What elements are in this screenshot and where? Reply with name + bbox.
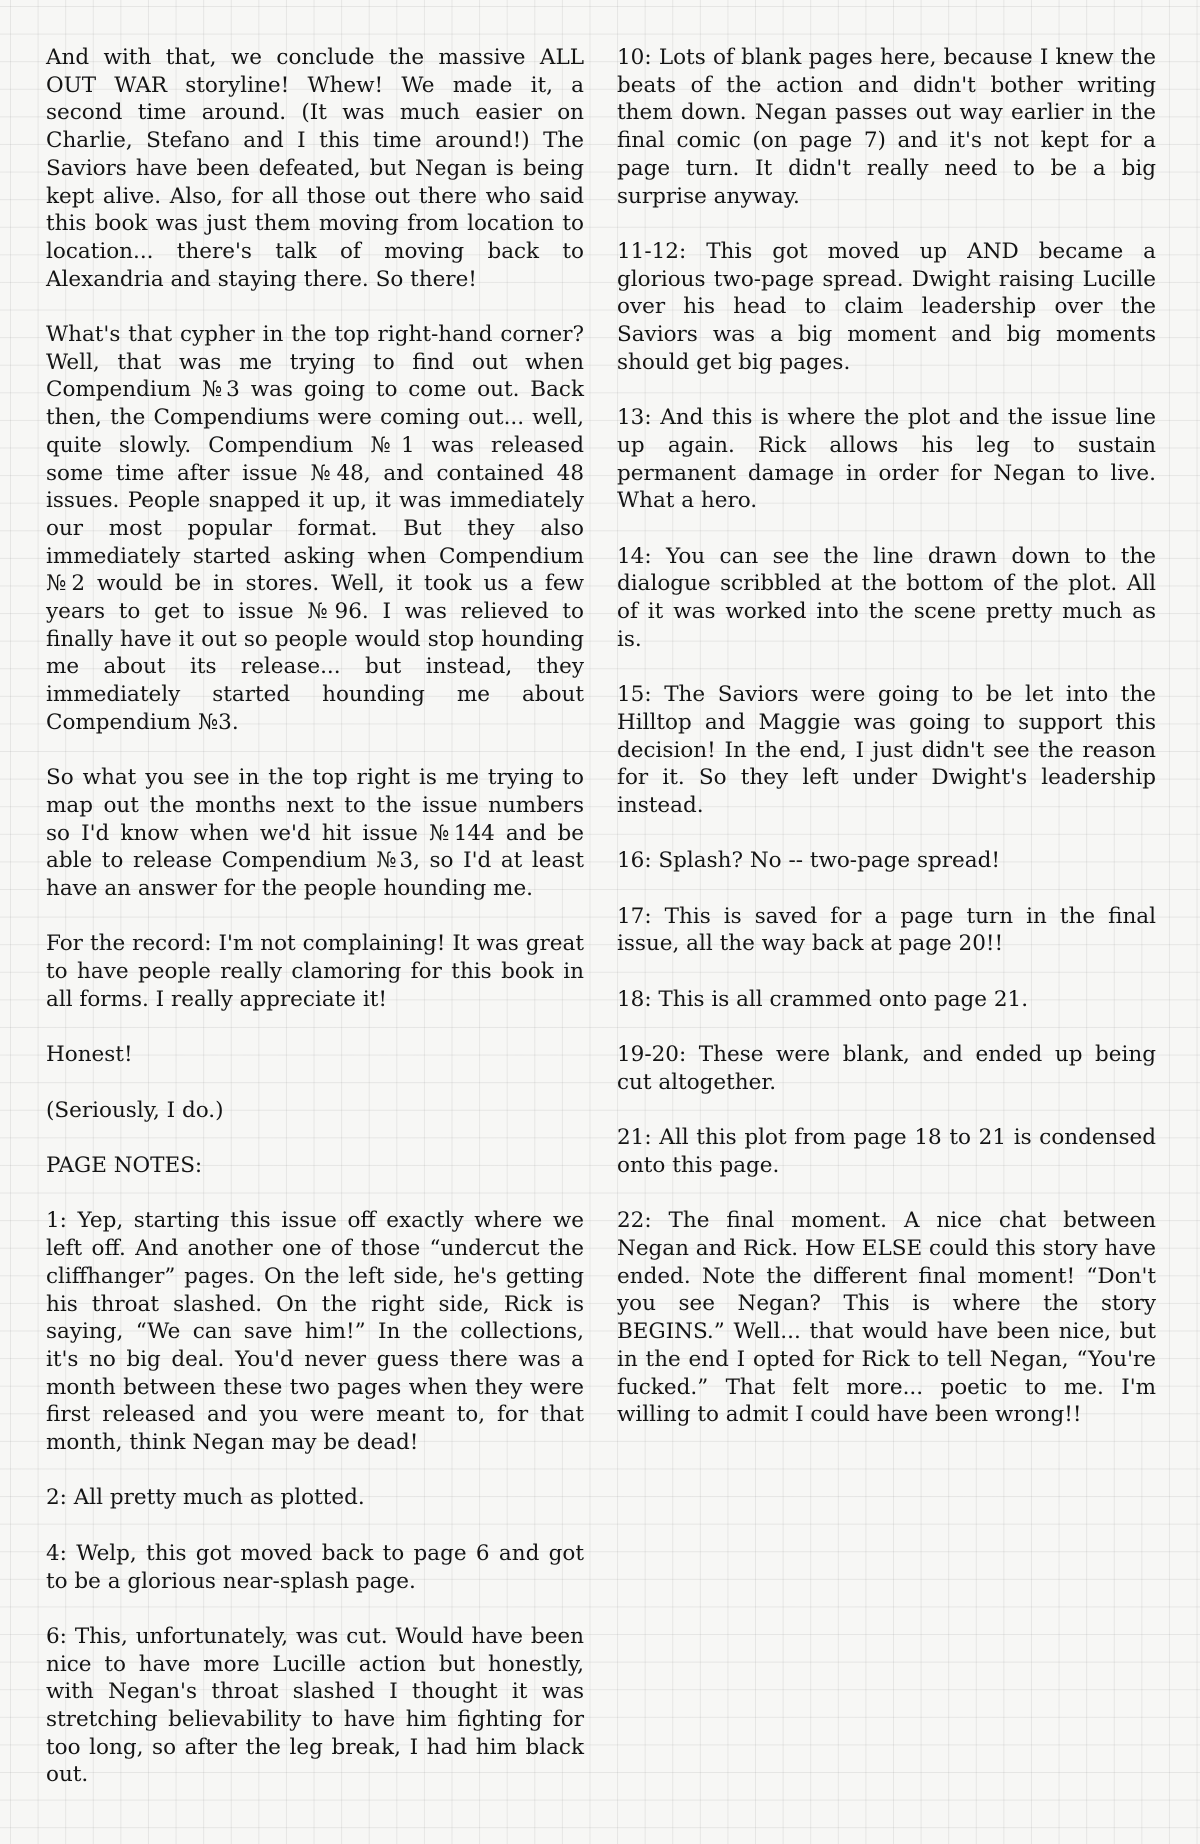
note-page-10: 10: Lots of blank pages here, because I knew the beats of the action and didn't bother writing them down. Negan passes out way earlier in the final comic (on page 7) and it's not kept for a page turn. It didn't really need to be a big surprise anyway. <box>617 45 1156 209</box>
note-page-11-12: 11-12: This got moved up AND became a glorious two-page spread. Dwight raising Lucille over his head to claim leadership over the Saviors was a big moment and big moments should get big pages. <box>617 238 1156 375</box>
seriously-paragraph: (Seriously, I do.) <box>46 1097 224 1123</box>
note-page-4: 4: Welp, this got moved back to page 6 and got to be a glorious near-splash page. <box>46 1540 584 1594</box>
map-paragraph: So what you see in the top right is me trying to map out the months next to the issue numbers so I'd know when we'd hit issue №144 and be able to release Compendium №3, so I'd at least have an answer for the people hounding me. <box>46 765 584 902</box>
honest-paragraph: Honest! <box>46 1042 133 1068</box>
note-page-19-20: 19-20: These were blank, and ended up being cut altogether. <box>617 1042 1156 1095</box>
note-page-2: 2: All pretty much as plotted. <box>46 1485 365 1511</box>
note-page-16: 16: Splash? No -- two-page spread! <box>617 848 1000 874</box>
record-paragraph: For the record: I'm not complaining! It was great to have people really clamoring for this book in all forms. I really appreciate it! <box>46 931 584 1012</box>
note-page-15: 15: The Saviors were going to be let into the Hilltop and Maggie was going to support this decision! In the end, I just didn't see the reason for it. So they left under Dwight's leadership instead. <box>617 682 1156 818</box>
note-page-21: 21: All this plot from page 18 to 21 is condensed onto this page. <box>617 1125 1156 1178</box>
note-page-13: 13: And this is where the plot and the issue line up again. Rick allows his leg to sustain permanent damage in order for Negan to live. What a hero. <box>617 405 1156 514</box>
intro-paragraph: And with that, we conclude the massive ALL OUT WAR storyline! Whew! We made it, a second time around. (It was much easier on Charlie, Stefano and I this time around!) The Saviors have been defeated, but Negan is being kept alive. Also, for all those out there who said this book was just them moving from location to location... there's talk of moving back to Alexandria and staying there. So there! <box>46 45 584 292</box>
cypher-paragraph: What's that cypher in the top right-hand corner? Well, that was me trying to find out when Compendium №3 was going to come out. Back then, the Compendiums were coming out... well, quite slowly. Compendium №1 was released some time after issue №48, and contained 48 issues. People snapped it up, it was immediately our most popular format. But they also immediately started asking when Compendium №2 would be in stores. Well, it took us a few years to get to issue №96. I was relieved to finally have it out so people would stop hounding me about its release... but instead, they immediately started hounding me about Compendium №3. <box>46 322 584 735</box>
note-page-6: 6: This, unfortunately, was cut. Would have been nice to have more Lucille action but honestly, with Negan's throat slashed I thought it was stretching believability to have him fighting for too long, so after the leg break, I had him black out. <box>46 1623 584 1788</box>
note-page-18: 18: This is all crammed onto page 21. <box>617 986 1029 1012</box>
note-page-14: 14: You can see the line drawn down to the dialogue scribbled at the bottom of the plot. All of it was worked into the scene pretty much as is. <box>617 543 1156 652</box>
note-page-22: 22: The final moment. A nice chat between Negan and Rick. How ELSE could this story have ended. Note the different final moment! “Don't you see Negan? This is where the story BEGINS.” Well... that would have been nice, but in the end I opted for Rick to tell Negan, “You're fucked.” That felt more... poetic to me. I'm willing to admit I could have been wrong!! <box>617 1208 1156 1428</box>
page-notes-heading: PAGE NOTES: <box>46 1153 203 1179</box>
left-text-column <box>46 44 584 1817</box>
note-page-17: 17: This is saved for a page turn in the final issue, all the way back at page 20!! <box>617 903 1156 957</box>
note-page-1: 1: Yep, starting this issue off exactly where we left off. And another one of those “undercut the cliffhanger” pages. On the left side, he's getting his throat slashed. On the right side, Rick is saying, “We can save him!” In the collections, it's no big deal. You'd never guess there was a month between these two pages when they were first released and you were meant to, for that month, think Negan may be dead! <box>46 1208 584 1456</box>
right-text-column <box>617 44 1156 1457</box>
